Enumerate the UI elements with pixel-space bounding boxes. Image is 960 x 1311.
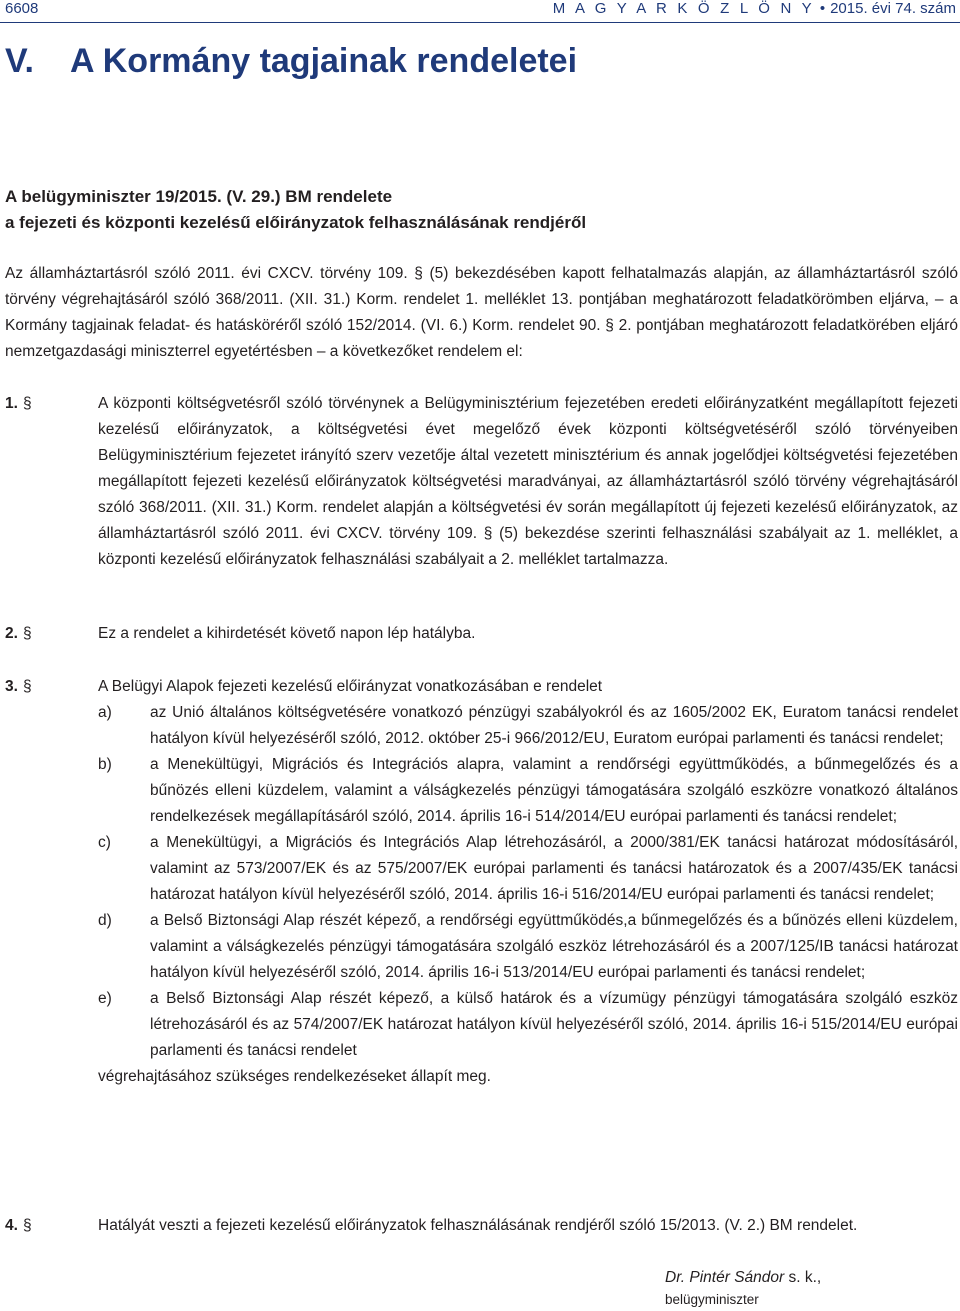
list-item-e xyxy=(98,986,958,1064)
section-number: 4. xyxy=(5,1217,18,1234)
list-item-c xyxy=(98,830,958,908)
paragraph-sign: § xyxy=(23,1217,32,1234)
decree-title-line-2: a fejezeti és központi kezelésű előirányzatok felhasználásának rendjéről xyxy=(5,213,587,232)
section-text: Ez a rendelet a kihirdetését követő napon lép hatályba. xyxy=(98,625,476,642)
section-text: Hatályát veszti a fejezeti kezelésű előirányzatok felhasználásának rendjéről szóló 15/2013. (V. 2.) BM rendelet. xyxy=(98,1217,858,1234)
paragraph-sign: § xyxy=(23,625,32,642)
issue-number: 2015. évi 74. szám xyxy=(830,0,956,17)
list-item-text: a Menekültügyi, Migrációs és Integrációs alapra, valamint a rendőrségi együttműködés, a bűnmegelőzés és a bűnözés elleni küzdelem, valamint a válságkezelés pénzügyi támogatására szolgáló eszközre vonatkozó általános rendelkezések megállapításáról szóló, 2014. április 16-i 514/2014/EU európai parlamenti és tanácsi rendelet; xyxy=(150,756,958,825)
section-4 xyxy=(5,1213,958,1239)
list-item-label: d) xyxy=(98,912,112,929)
running-header xyxy=(553,0,956,17)
section-3 xyxy=(5,674,958,1090)
header-rule xyxy=(0,22,960,23)
signatory-line xyxy=(665,1267,821,1289)
section-body xyxy=(98,674,958,1090)
list-item-text: a Belső Biztonsági Alap részét képező, a rendőrségi együttműködés,a bűnmegelőzés és a bűnözés elleni küzdelem, valamint a válságkezelés pénzügyi támogatására szolgáló eszköz létrehozásáról és a 2007/125/IB tanácsi határozat hatályon kívül helyezéséről szóló, 2014. április 16-i 513/2014/EU európai parlamenti és tanácsi rendelet; xyxy=(150,912,958,981)
list-item-text: a Menekültügyi, a Migrációs és Integrációs Alap létrehozásáról, a 2000/381/EK tanácsi határozat módosításáról, valamint az 573/2007/EK és az 575/2007/EK európai parlamenti és tanácsi határozatok és a 2007/435/EK tanácsi határozat hatályon kívül helyezéséről szóló, 2014. április 16-i 516/2014/EU európai parlamenti és tanácsi rendelet; xyxy=(150,834,958,903)
section-number: 2. xyxy=(5,625,18,642)
paragraph-sign: § xyxy=(23,678,32,695)
publication-name: M A G Y A R K Ö Z L Ö N Y xyxy=(552,0,815,17)
list-item-d xyxy=(98,908,958,986)
list-item-text: a Belső Biztonsági Alap részét képező, a külső határok és a vízumügy pénzügyi támogatására szolgáló eszköz létrehozásáról és az 574/2007/EK határozat hatályon kívül helyezéséről szóló, 2014. április 16-i 515/2014/EU európai parlamenti és tanácsi rendelet xyxy=(150,990,958,1059)
section-closing: végrehajtásához szükséges rendelkezéseket állapít meg. xyxy=(98,1068,491,1085)
preamble: Az államháztartásról szóló 2011. évi CXCV. törvény 109. § (5) bekezdésében kapott felhatalmazás alapján, az államháztartásról szóló törvény végrehajtásáról szóló 368/2011. (XII. 31.) Korm. rendelet 1. melléklet 13. pontjában meghatározott feladatkörömben eljárva, – a Kormány tagjainak feladat- és hatásköréről szóló 152/2014. (VI. 6.) Korm. rendelet 90. § 2. pontjában meghatározott feladatkörében eljáró nemzetgazdasági miniszterrel egyetértésben – a következőket rendelem el: xyxy=(5,265,958,360)
section-numeral: V. xyxy=(5,42,35,80)
header-bullet: • xyxy=(819,0,826,17)
list-item-label: b) xyxy=(98,756,112,773)
signatory-role: belügyminiszter xyxy=(665,1292,759,1307)
list-item-label: c) xyxy=(98,834,111,851)
section-1 xyxy=(5,391,958,573)
section-title-text: A Kormány tagjainak rendeletei xyxy=(70,42,578,80)
section-2 xyxy=(5,621,958,647)
paragraph-sign: § xyxy=(23,395,32,412)
list-item-label: e) xyxy=(98,990,112,1007)
section-number: 3. xyxy=(5,678,18,695)
decree-title-line-1: A belügyminiszter 19/2015. (V. 29.) BM rendelete xyxy=(5,187,393,206)
list-item-text: az Unió általános költségvetésére vonatkozó pénzügyi szabályokról és az 1605/2002 EK, Euratom tanácsi rendelet hatályon kívül helyezéséről szóló, 2012. október 25-i 966/2012/EU, Euratom európai parlamenti és tanácsi rendelet; xyxy=(150,704,958,747)
section-number: 1. xyxy=(5,395,18,412)
page-number: 6608 xyxy=(5,0,39,17)
section-heading xyxy=(5,42,577,81)
signature-block xyxy=(665,1267,821,1311)
signatory-name: Dr. Pintér Sándor xyxy=(665,1269,785,1286)
signatory-suffix: s. k., xyxy=(784,1269,822,1286)
section-intro: A Belügyi Alapok fejezeti kezelésű előirányzat vonatkozásában e rendelet xyxy=(98,678,603,695)
list-item-a xyxy=(98,700,958,752)
decree-title xyxy=(5,184,586,236)
list-item-label: a) xyxy=(98,704,112,721)
list-item-b xyxy=(98,752,958,830)
section-text: A központi költségvetésről szóló törvénynek a Belügyminisztérium fejezetében eredeti előirányzatként megállapított fejezeti kezelésű előirányzatok, a költségvetési évet megelőző évek központi költségvetéséről szóló törvényeiben Belügyminisztérium fejezetet irányító szerv vezetője által vezetett minisztérium és annak jogelődjei költségvetési fejezetében megállapított fejezeti kezelésű előirányzatok költségvetési maradványai, az államháztartásról szóló törvény végrehajtásáról szóló 368/2011. (XII. 31.) Korm. rendelet alapján a költségvetési év során megállapított új fejezeti kezelésű előirányzatok, az államháztartásról szóló 2011. évi CXCV. törvény 109. § (5) bekezdése szerinti felhasználási szabályait az 1. melléklet, a központi kezelésű előirányzatok felhasználási szabályait a 2. melléklet tartalmazza. xyxy=(98,395,958,568)
